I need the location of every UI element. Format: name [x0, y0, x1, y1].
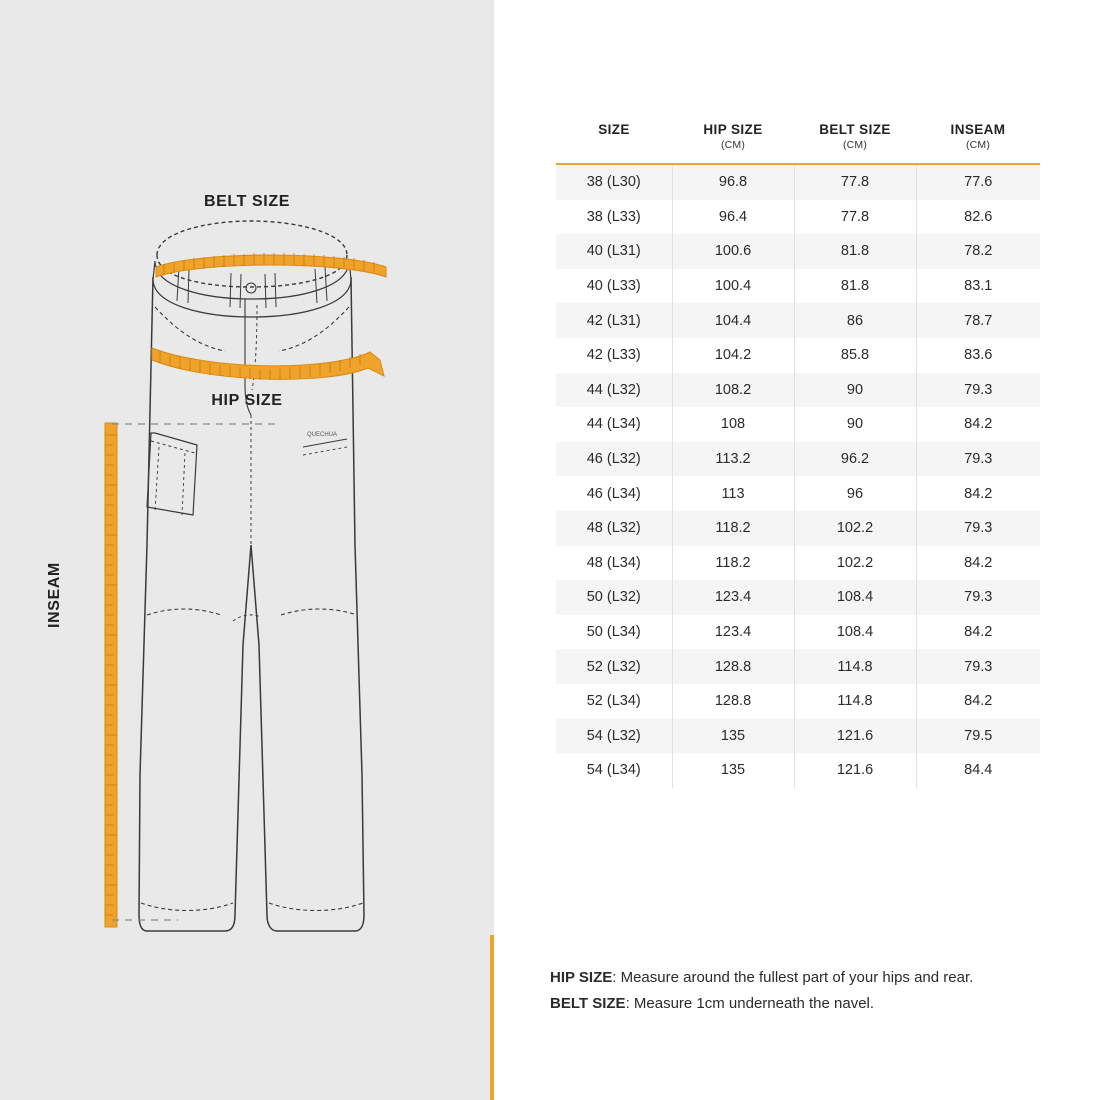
cell-belt: 102.2	[794, 546, 916, 581]
table-body	[556, 164, 1040, 788]
cell-hip: 108.2	[672, 373, 794, 408]
column-header-belt-size-unit: (CM)	[842, 139, 868, 151]
table-row	[556, 649, 1040, 684]
cell-inseam: 78.7	[964, 312, 993, 329]
cell-belt: 96	[794, 476, 916, 511]
cell-size: 46 (L34)	[556, 476, 672, 511]
cell-hip: 128.8	[672, 684, 794, 719]
cell-hip: 118.2	[672, 546, 794, 581]
cell-size: 42 (L33)	[556, 338, 672, 373]
cell-hip: 96.8	[672, 164, 794, 200]
cell-inseam: 79.3	[964, 658, 993, 675]
table-header	[556, 122, 1040, 164]
cell-hip: 135	[672, 719, 794, 754]
cell-belt: 108.4	[794, 580, 916, 615]
inseam-label: INSEAM	[46, 562, 63, 628]
cell-size: 42 (L31)	[556, 303, 672, 338]
cell-size: 48 (L32)	[556, 511, 672, 546]
cell-inseam: 79.3	[964, 589, 993, 606]
table-row	[556, 615, 1040, 650]
column-header-hip-size-unit: (CM)	[720, 139, 746, 151]
belt-measuring-tape	[150, 245, 394, 291]
cell-inseam: 79.3	[964, 381, 993, 398]
cell-inseam: 84.2	[964, 416, 993, 433]
cell-size: 40 (L31)	[556, 234, 672, 269]
pocket-brand-text: QUECHUA	[307, 432, 338, 438]
cell-size: 40 (L33)	[556, 269, 672, 304]
cell-inseam: 83.6	[964, 347, 993, 364]
column-header-size	[556, 122, 672, 164]
column-header-inseam	[916, 122, 1040, 164]
cell-size: 38 (L30)	[556, 164, 672, 200]
cell-belt: 81.8	[794, 234, 916, 269]
cell-inseam: 78.2	[964, 243, 993, 260]
cell-inseam: 84.2	[964, 624, 993, 641]
column-header-belt-size	[794, 122, 916, 164]
cell-hip: 113.2	[672, 442, 794, 477]
cell-belt: 85.8	[794, 338, 916, 373]
table-row	[556, 580, 1040, 615]
cell-belt: 102.2	[794, 511, 916, 546]
cell-inseam: 84.4	[964, 762, 993, 779]
hip-measuring-tape	[148, 330, 398, 390]
cell-belt: 77.8	[794, 200, 916, 235]
column-header-inseam-label: INSEAM	[950, 122, 1006, 137]
content-panel	[494, 0, 1100, 1100]
cell-inseam: 79.3	[964, 520, 993, 537]
cell-hip: 96.4	[672, 200, 794, 235]
cell-hip: 123.4	[672, 615, 794, 650]
table-row	[556, 476, 1040, 511]
table-header-row	[556, 122, 1040, 164]
table-row	[556, 511, 1040, 546]
table-row	[556, 164, 1040, 200]
note-belt-size	[550, 991, 1070, 1017]
cell-hip: 104.4	[672, 303, 794, 338]
cell-hip: 104.2	[672, 338, 794, 373]
table-row	[556, 200, 1040, 235]
cell-inseam: 84.2	[964, 693, 993, 710]
cell-belt: 90	[794, 373, 916, 408]
column-header-belt-size-label: BELT SIZE	[819, 122, 891, 137]
cell-inseam: 79.3	[964, 451, 993, 468]
cell-inseam: 82.6	[964, 208, 993, 225]
cell-belt: 114.8	[794, 684, 916, 719]
note-belt-size-text: : Measure 1cm underneath the navel.	[625, 994, 875, 1012]
cell-belt: 96.2	[794, 442, 916, 477]
column-header-hip-size	[672, 122, 794, 164]
belt-size-label: BELT SIZE	[204, 193, 290, 210]
inseam-guides	[108, 418, 288, 938]
cell-size: 54 (L32)	[556, 719, 672, 754]
cell-belt: 86	[794, 303, 916, 338]
note-hip-size-text: : Measure around the fullest part of your hips and rear.	[612, 969, 974, 986]
cell-size: 48 (L34)	[556, 546, 672, 581]
table-row	[556, 719, 1040, 754]
cell-hip: 113	[672, 476, 794, 511]
cell-belt: 77.8	[794, 164, 916, 200]
table-row	[556, 442, 1040, 477]
cell-hip: 108	[672, 407, 794, 442]
column-header-size-label: SIZE	[598, 122, 630, 137]
measurement-notes	[550, 965, 1070, 1017]
cell-size: 50 (L34)	[556, 615, 672, 650]
cell-hip: 128.8	[672, 649, 794, 684]
cell-size: 38 (L33)	[556, 200, 672, 235]
illustration-panel	[0, 0, 494, 1100]
cell-belt: 114.8	[794, 649, 916, 684]
cell-hip: 123.4	[672, 580, 794, 615]
cell-belt: 90	[794, 407, 916, 442]
cell-hip: 118.2	[672, 511, 794, 546]
table-row	[556, 546, 1040, 581]
cell-inseam: 79.5	[964, 727, 993, 744]
cell-size: 52 (L32)	[556, 649, 672, 684]
table-row	[556, 684, 1040, 719]
cell-inseam: 84.2	[964, 554, 993, 571]
table-row	[556, 269, 1040, 304]
table-row	[556, 338, 1040, 373]
cell-inseam: 77.6	[964, 174, 993, 191]
cell-belt: 121.6	[794, 753, 916, 788]
size-chart-table	[556, 122, 1040, 788]
cell-belt: 121.6	[794, 719, 916, 754]
cell-inseam: 83.1	[964, 278, 993, 295]
cell-hip: 135	[672, 753, 794, 788]
cell-size: 44 (L32)	[556, 373, 672, 408]
column-header-hip-size-label: HIP SIZE	[703, 122, 763, 137]
note-hip-size-term: HIP SIZE	[550, 969, 613, 986]
cell-size: 52 (L34)	[556, 684, 672, 719]
cell-hip: 100.4	[672, 269, 794, 304]
table-row	[556, 234, 1040, 269]
cell-size: 46 (L32)	[556, 442, 672, 477]
cell-inseam: 84.2	[964, 485, 993, 502]
cell-belt: 108.4	[794, 615, 916, 650]
table-row	[556, 303, 1040, 338]
column-header-inseam-unit: (CM)	[965, 139, 991, 151]
cell-size: 44 (L34)	[556, 407, 672, 442]
table-row	[556, 407, 1040, 442]
table-row	[556, 753, 1040, 788]
hip-size-label: HIP SIZE	[211, 392, 283, 409]
note-hip-size	[550, 965, 1070, 991]
cell-hip: 100.6	[672, 234, 794, 269]
note-belt-size-term: BELT SIZE	[550, 994, 626, 1012]
cell-belt: 81.8	[794, 269, 916, 304]
cell-size: 50 (L32)	[556, 580, 672, 615]
cell-size: 54 (L34)	[556, 753, 672, 788]
table-row	[556, 373, 1040, 408]
